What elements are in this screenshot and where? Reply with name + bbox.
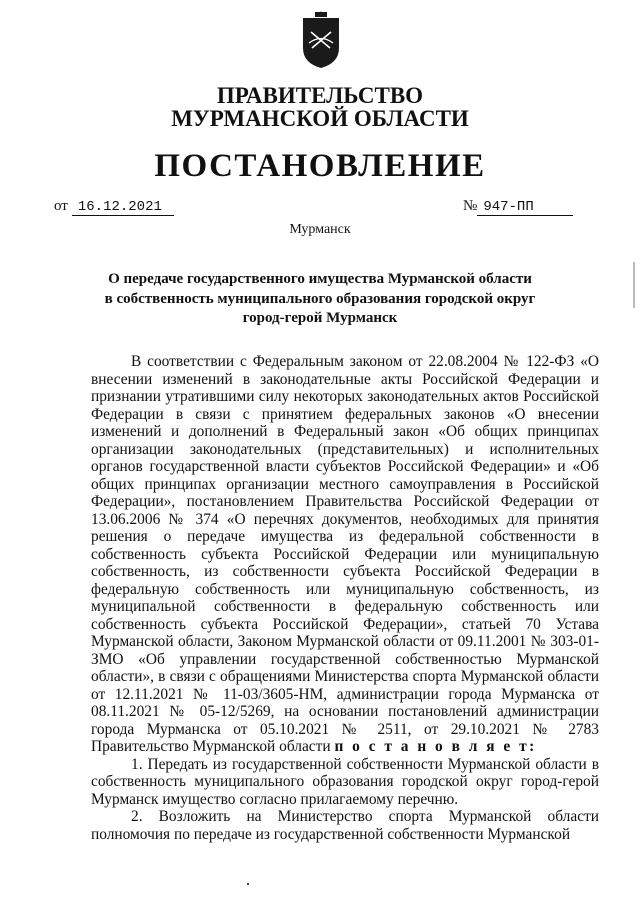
subject-line-1: О передаче государственного имущества Мурманской области — [108, 271, 532, 287]
subject-line-3: город-герой Мурманск — [242, 310, 398, 326]
org-line-2: МУРМАНСКОЙ ОБЛАСТИ — [171, 106, 469, 131]
item-1-paragraph: 1. Передать из государственной собственности Мурманской области в собственность муниципального образования городской округ город-герой Мурманск имущество согласно прилагаемому перечню. — [91, 755, 599, 808]
document-subject — [90, 270, 550, 329]
date-value: 16.12.2021 — [72, 199, 174, 216]
number-prefix: № — [463, 198, 478, 214]
number-value: 947-ПП — [477, 199, 573, 216]
coat-of-arms-icon — [298, 10, 344, 70]
date-prefix: от — [54, 198, 68, 214]
date-field — [54, 198, 174, 216]
item-2-paragraph: 2. Возложить на Министерство спорта Мурманской области полномочия по передаче из государственной собственности Мурманской — [91, 808, 599, 843]
preamble-text: В соответствии с Федеральным законом от 22.08.2004 № 122-ФЗ «О внесении изменений в законодательные акты Российской Федерации и признании утратившими силу некоторых законодательных актов Российской Федерации в связи с принятием федеральных законов «О внесении изменений и дополнений в Федеральный закон «Об общих принципах организации законодательных (представительных) и исполнительных органов государственной власти субъектов Российской Федерации» и «Об общих принципах организации местного самоуправления в Российской Федерации», постановлением Правительства Российской Федерации от 13.06.2006 № 374 «О перечнях документов, необходимых для принятия решения о передаче имущества из федеральной собственности в собственность субъекта Российской Федерации или муниципальную собственность, из собственности субъекта Российской Федерации в федеральную собственность или муниципальную собственность, из муниципальной собственности в федеральную собственность или собственность субъекта Российской Федерации», статьей 70 Устава Мурманской области, Законом Мурманской области от 09.11.2001 № 303-01-ЗМО «Об управлении государственной собственностью Мурманской области», в связи с обращениями Министерства спорта Мурманской области от 12.11.2021 № 11-03/3605-НМ, администрации города Мурманска от 08.11.2021 № 05-12/5269, на основании постановлений администрации города Мурманска от 05.10.2021 № 2511, от 29.10.2021 № 2783 Правительство Мурманской области — [91, 353, 599, 755]
number-field — [463, 198, 573, 216]
document-type-title: ПОСТАНОВЛЕНИЕ — [154, 148, 486, 184]
org-line-1: ПРАВИТЕЛЬСТВО — [216, 83, 424, 108]
city-label: Мурманск — [289, 222, 351, 237]
organization-name — [0, 84, 640, 130]
subject-line-2: в собственность муниципального образования городской округ — [104, 290, 536, 307]
preamble-paragraph — [91, 353, 599, 756]
scan-artifact — [633, 262, 635, 308]
document-body — [91, 353, 599, 843]
decree-word: п о с т а н о в л я е т: — [334, 738, 537, 755]
scan-speck — [247, 883, 249, 885]
